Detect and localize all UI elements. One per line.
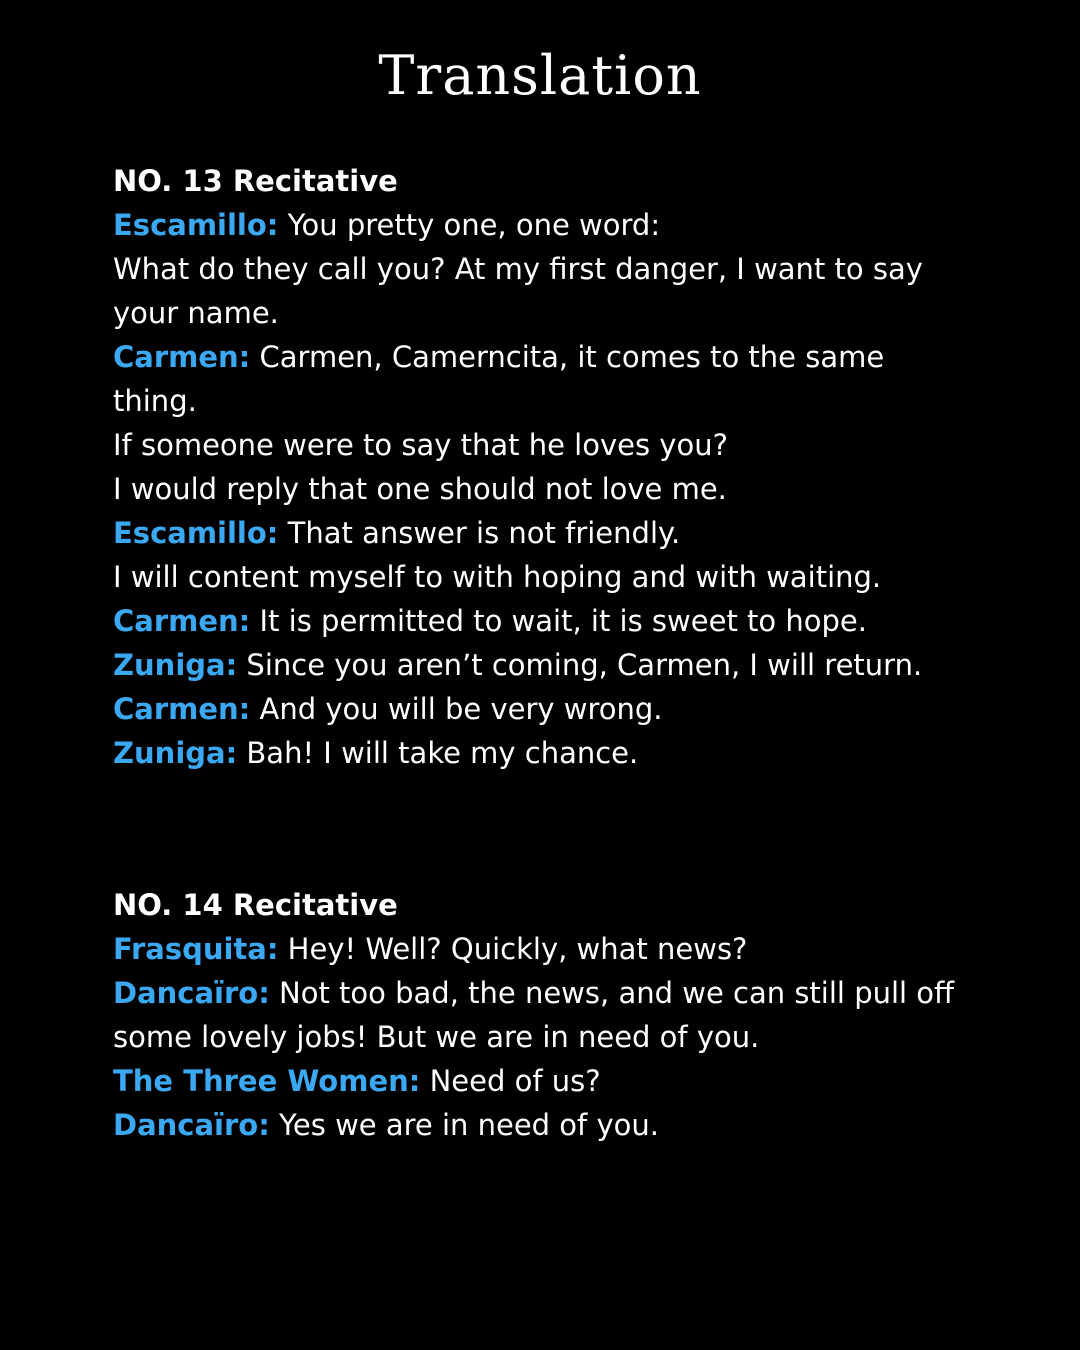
section-heading: NO. 13 Recitative [113,164,398,198]
dialogue-text: If someone were to say that he loves you? [113,428,728,462]
dialogue-line [113,687,973,731]
dialogue-text: I will content myself to with hoping and with waiting. [113,560,882,594]
section-heading: NO. 14 Recitative [113,888,398,922]
dialogue-text: It is permitted to wait, it is sweet to hope. [250,604,867,638]
dialogue-text: And you will be very wrong. [250,692,663,726]
recitative-section-14 [113,883,973,1147]
dialogue-line [113,247,973,335]
dialogue-text: Not too bad, the news, and we can still pull off some lovely jobs! But we are in need of you. [113,976,955,1054]
dialogue-line [113,467,973,511]
dialogue-line [113,1059,973,1103]
dialogue-line [113,643,973,687]
dialogue-line [113,423,973,467]
speaker-name: Dancaïro: [113,976,270,1010]
speaker-name: Carmen: [113,340,251,374]
dialogue-text: Bah! I will take my chance. [237,736,639,770]
dialogue-text: Hey! Well? Quickly, what news? [278,932,748,966]
dialogue-text: I would reply that one should not love me. [113,472,727,506]
page-title: Translation [378,44,702,107]
dialogue-line [113,511,973,555]
recitative-section-13 [113,159,973,775]
dialogue-text: What do they call you? At my first danger, I want to say your name. [113,252,923,330]
dialogue-line [113,203,973,247]
speaker-name: Escamillo: [113,516,279,550]
speaker-name: Frasquita: [113,932,279,966]
dialogue-text: Yes we are in need of you. [269,1108,659,1142]
speaker-name: Carmen: [113,692,251,726]
dialogue-text: Need of us? [420,1064,601,1098]
dialogue-line [113,335,973,423]
dialogue-text: That answer is not friendly. [278,516,681,550]
speaker-name: Zuniga: [113,736,238,770]
speaker-name: Escamillo: [113,208,279,242]
dialogue-line [113,927,973,971]
dialogue-text: Carmen, Camerncita, it comes to the same thing. [113,340,885,418]
dialogue-line [113,731,973,775]
speaker-name: Dancaïro: [113,1108,270,1142]
dialogue-line [113,971,973,1059]
dialogue-line [113,1103,973,1147]
speaker-name: The Three Women: [113,1064,421,1098]
dialogue-text: You pretty one, one word: [278,208,661,242]
dialogue-text: Since you aren’t coming, Carmen, I will return. [237,648,923,682]
speaker-name: Zuniga: [113,648,238,682]
dialogue-line [113,599,973,643]
speaker-name: Carmen: [113,604,251,638]
dialogue-line [113,555,973,599]
